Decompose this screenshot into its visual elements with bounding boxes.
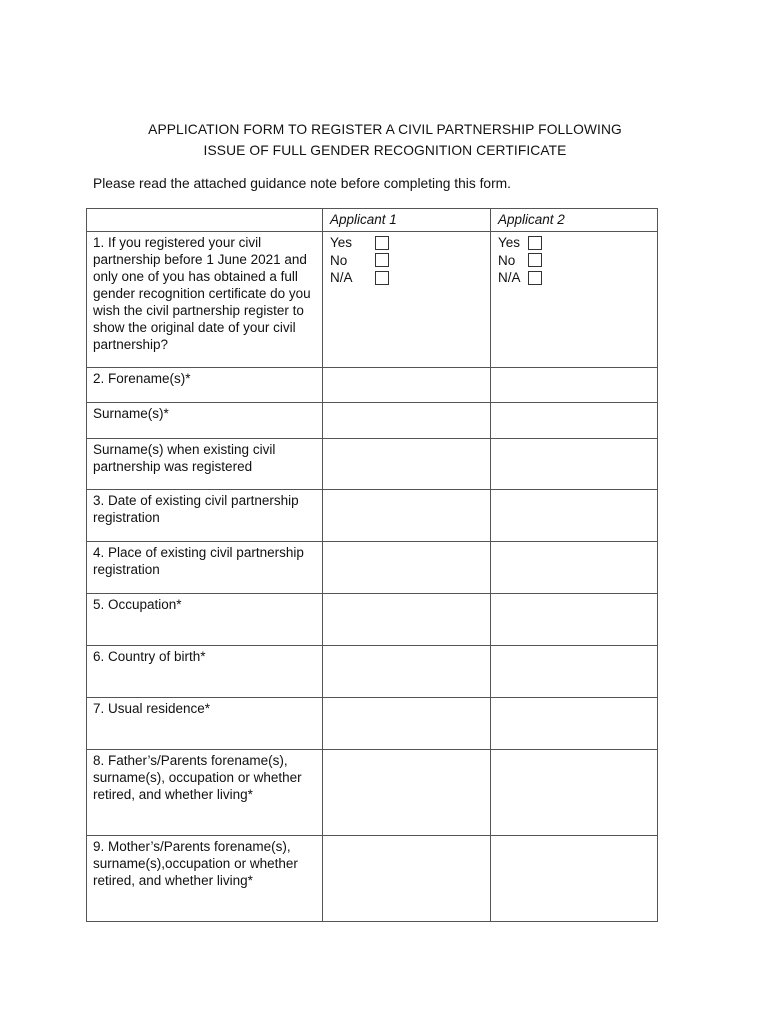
option-label: Yes	[498, 235, 521, 251]
applicant-2-country-field[interactable]	[491, 646, 658, 698]
applicant-2-surnames-field[interactable]	[491, 403, 658, 439]
applicant-2-occupation-field[interactable]	[491, 594, 658, 646]
option-label: Yes	[330, 235, 353, 251]
table-row	[87, 594, 658, 646]
table-row	[87, 232, 658, 368]
applicant-2-residence-field[interactable]	[491, 698, 658, 750]
applicant-1-father-field[interactable]	[323, 750, 491, 836]
applicant-2-no-checkbox[interactable]	[528, 253, 542, 267]
table-row	[87, 368, 658, 403]
option-label: No	[498, 252, 516, 268]
occupation-label: 5. Occupation*	[87, 594, 323, 646]
applicant-2-na-checkbox[interactable]	[528, 271, 542, 285]
father-parents-label: 8. Father’s/Parents forename(s), surname(s), occupation or whether retired, and whether living*	[87, 750, 323, 836]
applicant-1-occupation-field[interactable]	[323, 594, 491, 646]
applicant-1-forenames-field[interactable]	[323, 368, 491, 403]
table-row	[87, 750, 658, 836]
applicant-1-options	[323, 232, 491, 368]
surnames-when-registered-label: Surname(s) when existing civil partnership was registered	[87, 439, 323, 490]
table-row	[87, 403, 658, 439]
question-1-label: 1. If you registered your civil partnership before 1 June 2021 and only one of you has obtained a full gender recognition certificate do you wish the civil partnership register to show the original date of your civil partnership?	[87, 232, 323, 368]
applicant-1-date-field[interactable]	[323, 490, 491, 542]
option-label: N/A	[330, 270, 353, 286]
country-of-birth-label: 6. Country of birth*	[87, 646, 323, 698]
applicant-2-surnames-registered-field[interactable]	[491, 439, 658, 490]
header-blank-cell	[87, 209, 323, 232]
applicant-2-yes-checkbox[interactable]	[528, 236, 542, 250]
table-row	[87, 698, 658, 750]
applicant-1-country-field[interactable]	[323, 646, 491, 698]
table-row	[87, 836, 658, 922]
place-of-registration-label: 4. Place of existing civil partnership registration	[87, 542, 323, 594]
form-title	[0, 119, 770, 161]
table-row	[87, 542, 658, 594]
applicant-2-place-field[interactable]	[491, 542, 658, 594]
applicant-1-surnames-field[interactable]	[323, 403, 491, 439]
applicant-2-mother-field[interactable]	[491, 836, 658, 922]
applicant-2-options	[491, 232, 658, 368]
instructions-text: Please read the attached guidance note before completing this form.	[93, 176, 512, 191]
applicant-1-mother-field[interactable]	[323, 836, 491, 922]
applicant-2-forenames-field[interactable]	[491, 368, 658, 403]
applicant-1-place-field[interactable]	[323, 542, 491, 594]
applicant-1-surnames-registered-field[interactable]	[323, 439, 491, 490]
table-row	[87, 490, 658, 542]
mother-parents-label: 9. Mother’s/Parents forename(s), surname(s),occupation or whether retired, and whether living*	[87, 836, 323, 922]
table-header-row	[87, 209, 658, 232]
table-row	[87, 439, 658, 490]
applicant-1-residence-field[interactable]	[323, 698, 491, 750]
applicant-1-no-checkbox[interactable]	[375, 253, 389, 267]
header-applicant-2: Applicant 2	[491, 209, 658, 232]
option-label: N/A	[498, 270, 521, 286]
header-applicant-1: Applicant 1	[323, 209, 491, 232]
applicant-2-father-field[interactable]	[491, 750, 658, 836]
application-table	[86, 208, 658, 922]
form-title-line-1: APPLICATION FORM TO REGISTER A CIVIL PARTNERSHIP FOLLOWING	[148, 122, 622, 137]
form-title-line-2: ISSUE OF FULL GENDER RECOGNITION CERTIFICATE	[203, 143, 567, 158]
applicant-1-yes-checkbox[interactable]	[375, 236, 389, 250]
applicant-2-date-field[interactable]	[491, 490, 658, 542]
usual-residence-label: 7. Usual residence*	[87, 698, 323, 750]
forenames-label: 2. Forename(s)*	[87, 368, 323, 403]
surnames-label: Surname(s)*	[87, 403, 323, 439]
date-of-registration-label: 3. Date of existing civil partnership registration	[87, 490, 323, 542]
option-label: No	[330, 252, 348, 268]
applicant-1-na-checkbox[interactable]	[375, 271, 389, 285]
table-row	[87, 646, 658, 698]
